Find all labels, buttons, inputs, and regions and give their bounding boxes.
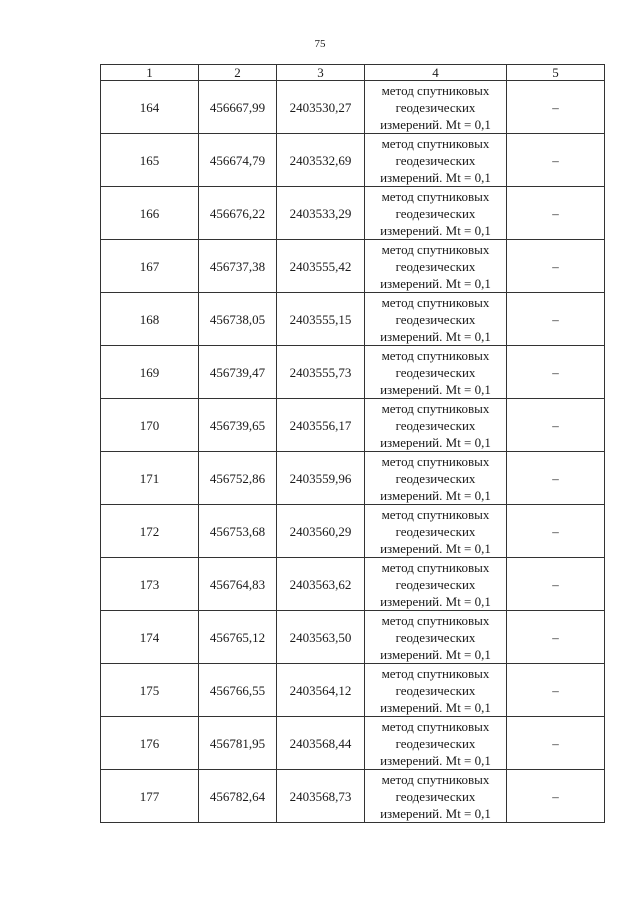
method-cell bbox=[365, 134, 507, 187]
method-line: измерений. Mt = 0,1 bbox=[380, 752, 491, 768]
method-line: геодезических bbox=[395, 311, 476, 327]
method-cell bbox=[365, 505, 507, 558]
y-coordinate-cell: 2403563,50 bbox=[277, 611, 365, 664]
method-line: метод спутниковых bbox=[381, 135, 490, 151]
point-number-cell: 176 bbox=[101, 717, 199, 770]
method-line: измерений. Mt = 0,1 bbox=[380, 275, 491, 291]
method-line: измерений. Mt = 0,1 bbox=[380, 328, 491, 344]
x-coordinate-cell: 456676,22 bbox=[199, 187, 277, 240]
note-cell: – bbox=[507, 399, 605, 452]
method-line: метод спутниковых bbox=[381, 82, 490, 98]
method-line: метод спутниковых bbox=[381, 347, 490, 363]
note-cell: – bbox=[507, 346, 605, 399]
x-coordinate-cell: 456667,99 bbox=[199, 81, 277, 134]
method-line: измерений. Mt = 0,1 bbox=[380, 116, 491, 132]
note-cell: – bbox=[507, 664, 605, 717]
y-coordinate-cell: 2403530,27 bbox=[277, 81, 365, 134]
method-cell bbox=[365, 452, 507, 505]
point-number-cell: 169 bbox=[101, 346, 199, 399]
method-line: геодезических bbox=[395, 417, 476, 433]
x-coordinate-cell: 456737,38 bbox=[199, 240, 277, 293]
method-cell bbox=[365, 240, 507, 293]
header-col-4: 4 bbox=[365, 65, 507, 81]
table-row bbox=[101, 452, 605, 505]
method-cell bbox=[365, 293, 507, 346]
note-cell: – bbox=[507, 81, 605, 134]
y-coordinate-cell: 2403555,42 bbox=[277, 240, 365, 293]
point-number-cell: 166 bbox=[101, 187, 199, 240]
table-row bbox=[101, 346, 605, 399]
table-row bbox=[101, 187, 605, 240]
method-line: метод спутниковых bbox=[381, 294, 490, 310]
point-number-cell: 174 bbox=[101, 611, 199, 664]
method-cell bbox=[365, 399, 507, 452]
note-cell: – bbox=[507, 240, 605, 293]
x-coordinate-cell: 456674,79 bbox=[199, 134, 277, 187]
table-row bbox=[101, 717, 605, 770]
header-col-1: 1 bbox=[101, 65, 199, 81]
point-number-cell: 172 bbox=[101, 505, 199, 558]
point-number-cell: 168 bbox=[101, 293, 199, 346]
y-coordinate-cell: 2403564,12 bbox=[277, 664, 365, 717]
method-line: геодезических bbox=[395, 152, 476, 168]
y-coordinate-cell: 2403560,29 bbox=[277, 505, 365, 558]
method-line: геодезических bbox=[395, 629, 476, 645]
x-coordinate-cell: 456765,12 bbox=[199, 611, 277, 664]
point-number-cell: 165 bbox=[101, 134, 199, 187]
y-coordinate-cell: 2403556,17 bbox=[277, 399, 365, 452]
method-cell bbox=[365, 558, 507, 611]
table-row bbox=[101, 770, 605, 823]
y-coordinate-cell: 2403568,44 bbox=[277, 717, 365, 770]
method-line: метод спутниковых bbox=[381, 718, 490, 734]
method-cell bbox=[365, 664, 507, 717]
table-row bbox=[101, 558, 605, 611]
note-cell: – bbox=[507, 187, 605, 240]
note-cell: – bbox=[507, 452, 605, 505]
y-coordinate-cell: 2403555,73 bbox=[277, 346, 365, 399]
method-line: геодезических bbox=[395, 682, 476, 698]
table-row bbox=[101, 81, 605, 134]
method-line: геодезических bbox=[395, 523, 476, 539]
method-line: геодезических bbox=[395, 99, 476, 115]
method-line: метод спутниковых bbox=[381, 612, 490, 628]
method-line: измерений. Mt = 0,1 bbox=[380, 381, 491, 397]
y-coordinate-cell: 2403532,69 bbox=[277, 134, 365, 187]
method-line: геодезических bbox=[395, 576, 476, 592]
point-number-cell: 170 bbox=[101, 399, 199, 452]
note-cell: – bbox=[507, 293, 605, 346]
note-cell: – bbox=[507, 134, 605, 187]
method-line: метод спутниковых bbox=[381, 241, 490, 257]
method-line: измерений. Mt = 0,1 bbox=[380, 805, 491, 821]
method-line: измерений. Mt = 0,1 bbox=[380, 699, 491, 715]
method-cell bbox=[365, 611, 507, 664]
x-coordinate-cell: 456766,55 bbox=[199, 664, 277, 717]
table-row bbox=[101, 664, 605, 717]
table-row bbox=[101, 293, 605, 346]
method-line: метод спутниковых bbox=[381, 188, 490, 204]
method-line: метод спутниковых bbox=[381, 506, 490, 522]
method-cell bbox=[365, 346, 507, 399]
method-cell bbox=[365, 717, 507, 770]
header-row bbox=[101, 65, 605, 81]
y-coordinate-cell: 2403563,62 bbox=[277, 558, 365, 611]
table-body bbox=[101, 81, 605, 823]
note-cell: – bbox=[507, 558, 605, 611]
method-line: измерений. Mt = 0,1 bbox=[380, 593, 491, 609]
method-line: измерений. Mt = 0,1 bbox=[380, 540, 491, 556]
table-row bbox=[101, 399, 605, 452]
method-cell bbox=[365, 187, 507, 240]
table-row bbox=[101, 240, 605, 293]
method-line: метод спутниковых bbox=[381, 665, 490, 681]
y-coordinate-cell: 2403533,29 bbox=[277, 187, 365, 240]
method-line: метод спутниковых bbox=[381, 771, 490, 787]
table-row bbox=[101, 611, 605, 664]
method-cell bbox=[365, 770, 507, 823]
table-row bbox=[101, 134, 605, 187]
method-line: метод спутниковых bbox=[381, 453, 490, 469]
method-line: геодезических bbox=[395, 735, 476, 751]
header-col-2: 2 bbox=[199, 65, 277, 81]
header-col-5: 5 bbox=[507, 65, 605, 81]
point-number-cell: 177 bbox=[101, 770, 199, 823]
page-number: 75 bbox=[314, 38, 326, 50]
y-coordinate-cell: 2403568,73 bbox=[277, 770, 365, 823]
x-coordinate-cell: 456781,95 bbox=[199, 717, 277, 770]
header-col-3: 3 bbox=[277, 65, 365, 81]
point-number-cell: 171 bbox=[101, 452, 199, 505]
method-line: измерений. Mt = 0,1 bbox=[380, 169, 491, 185]
method-line: геодезических bbox=[395, 364, 476, 380]
method-line: геодезических bbox=[395, 470, 476, 486]
x-coordinate-cell: 456753,68 bbox=[199, 505, 277, 558]
note-cell: – bbox=[507, 717, 605, 770]
point-number-cell: 167 bbox=[101, 240, 199, 293]
point-number-cell: 175 bbox=[101, 664, 199, 717]
x-coordinate-cell: 456752,86 bbox=[199, 452, 277, 505]
table-row bbox=[101, 505, 605, 558]
note-cell: – bbox=[507, 770, 605, 823]
note-cell: – bbox=[507, 505, 605, 558]
y-coordinate-cell: 2403559,96 bbox=[277, 452, 365, 505]
coordinates-table bbox=[100, 64, 605, 823]
method-line: измерений. Mt = 0,1 bbox=[380, 434, 491, 450]
method-cell bbox=[365, 81, 507, 134]
x-coordinate-cell: 456738,05 bbox=[199, 293, 277, 346]
x-coordinate-cell: 456739,65 bbox=[199, 399, 277, 452]
y-coordinate-cell: 2403555,15 bbox=[277, 293, 365, 346]
note-cell: – bbox=[507, 611, 605, 664]
method-line: геодезических bbox=[395, 205, 476, 221]
x-coordinate-cell: 456764,83 bbox=[199, 558, 277, 611]
method-line: измерений. Mt = 0,1 bbox=[380, 646, 491, 662]
method-line: измерений. Mt = 0,1 bbox=[380, 222, 491, 238]
method-line: измерений. Mt = 0,1 bbox=[380, 487, 491, 503]
point-number-cell: 164 bbox=[101, 81, 199, 134]
point-number-cell: 173 bbox=[101, 558, 199, 611]
table-header bbox=[101, 65, 605, 81]
method-line: геодезических bbox=[395, 788, 476, 804]
method-line: метод спутниковых bbox=[381, 559, 490, 575]
method-line: геодезических bbox=[395, 258, 476, 274]
method-line: метод спутниковых bbox=[381, 400, 490, 416]
x-coordinate-cell: 456739,47 bbox=[199, 346, 277, 399]
x-coordinate-cell: 456782,64 bbox=[199, 770, 277, 823]
